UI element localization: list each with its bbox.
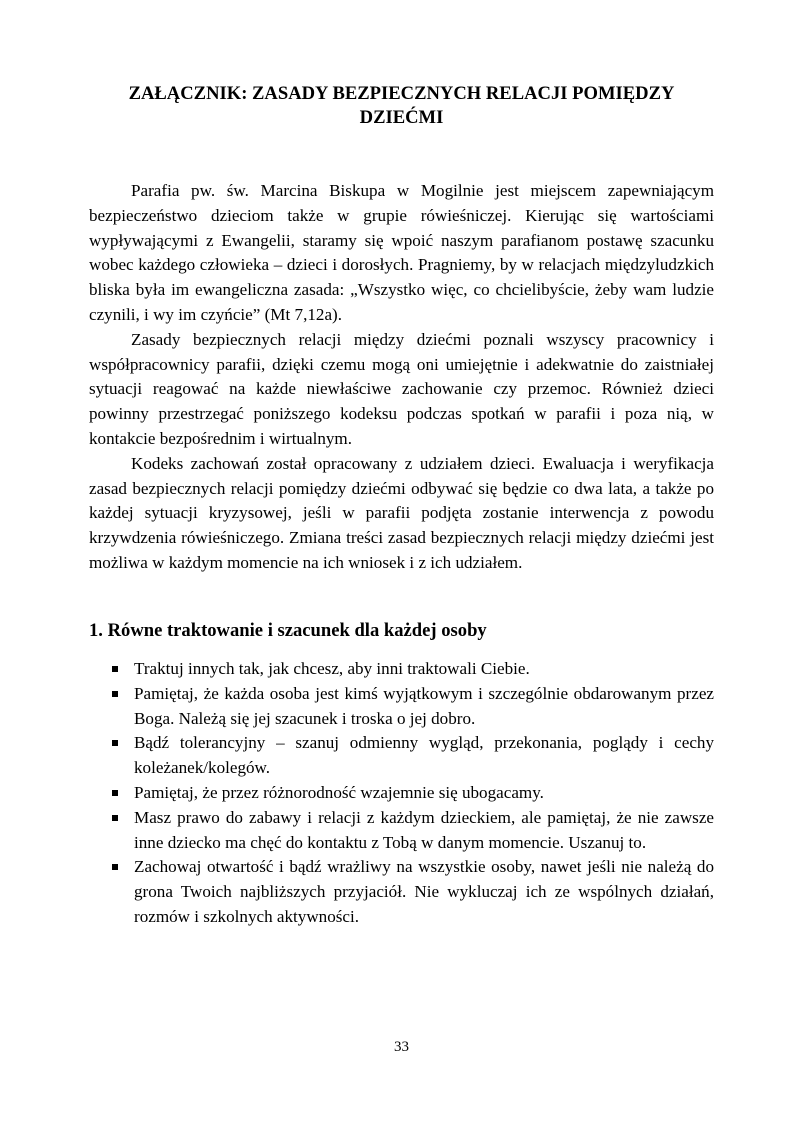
paragraph-2: Zasady bezpiecznych relacji między dziećmi poznali wszyscy pracownicy i współpracownicy parafii, dzięki czemu mogą oni umiejętnie i adekwatnie do zaistniałej sytuacji reagować na każde niewłaściwe zachowanie czy przemoc. Również dzieci powinny przestrzegać poniższego kodeksu podczas spotkań w parafii i poza nią, w kontakcie bezpośrednim i wirtualnym. (89, 329, 714, 448)
paragraph-1: Parafia pw. św. Marcina Biskupa w Mogilnie jest miejscem zapewniającym bezpieczeństwo dzieciom także w grupie rówieśniczej. Kierując się wartościami wypływającymi z Ewangelii, staramy się wpoić naszym parafianom postawę szacunku wobec każdego człowieka – dzieci i dorosłych. Pragniemy, by w relacjach międzyludzkich bliska była im ewangeliczna zasada: „Wszystko więc, co chcielibyście, żeby wam ludzie czynili, i wy im czyńcie” (Mt 7,12a). (89, 181, 714, 324)
bullet-list (89, 657, 714, 930)
square-bullet-icon (112, 691, 118, 697)
document-title-line-1: ZAŁĄCZNIK: ZASADY BEZPIECZNYCH RELACJI POMIĘDZY (128, 83, 675, 104)
list-item (89, 781, 714, 806)
document-title (89, 82, 714, 130)
square-bullet-icon (112, 790, 118, 796)
page-number: 33 (394, 1039, 409, 1055)
section-heading: 1. Równe traktowanie i szacunek dla każdej osoby (89, 620, 487, 641)
list-item (89, 731, 714, 781)
document-page (89, 0, 714, 1122)
square-bullet-icon (112, 666, 118, 672)
document-title-line-2: DZIEĆMI (359, 107, 444, 128)
square-bullet-icon (112, 740, 118, 746)
list-item-text: Zachowaj otwartość i bądź wrażliwy na wszystkie osoby, nawet jeśli nie należą do grona Twoich najbliższych przyjaciół. Nie wykluczaj ich ze wspólnych działań, rozmów i szkolnych aktywności. (134, 857, 714, 926)
list-item-text: Pamiętaj, że każda osoba jest kimś wyjątkowym i szczególnie obdarowanym przez Boga. Należą się jej szacunek i troska o jej dobro. (134, 683, 714, 728)
list-item-text: Masz prawo do zabawy i relacji z każdym dzieckiem, ale pamiętaj, że nie zawsze inne dziecko ma chęć do kontaktu z Tobą w danym momencie. Uszanuj to. (134, 807, 714, 852)
paragraph-3: Kodeks zachowań został opracowany z udziałem dzieci. Ewaluacja i weryfikacja zasad bezpiecznych relacji pomiędzy dziećmi odbywać się będzie co dwa lata, a także po każdej sytuacji kryzysowej, jeśli w parafii podjęta zostanie interwencja z powodu krzywdzenia rówieśniczego. Zmiana treści zasad bezpiecznych relacji między dziećmi jest możliwa w każdym momencie na ich wniosek i z ich udziałem. (89, 453, 714, 572)
list-item (89, 682, 714, 732)
list-item (89, 855, 714, 929)
body-text (89, 179, 714, 576)
square-bullet-icon (112, 864, 118, 870)
list-item-text: Pamiętaj, że przez różnorodność wzajemnie się ubogacamy. (134, 782, 544, 802)
list-item-text: Bądź tolerancyjny – szanuj odmienny wygląd, przekonania, poglądy i cechy koleżanek/kolegów. (134, 733, 714, 778)
list-item-text: Traktuj innych tak, jak chcesz, aby inni traktowali Ciebie. (134, 659, 530, 678)
square-bullet-icon (112, 815, 118, 821)
list-item (89, 806, 714, 856)
list-item (89, 657, 714, 682)
